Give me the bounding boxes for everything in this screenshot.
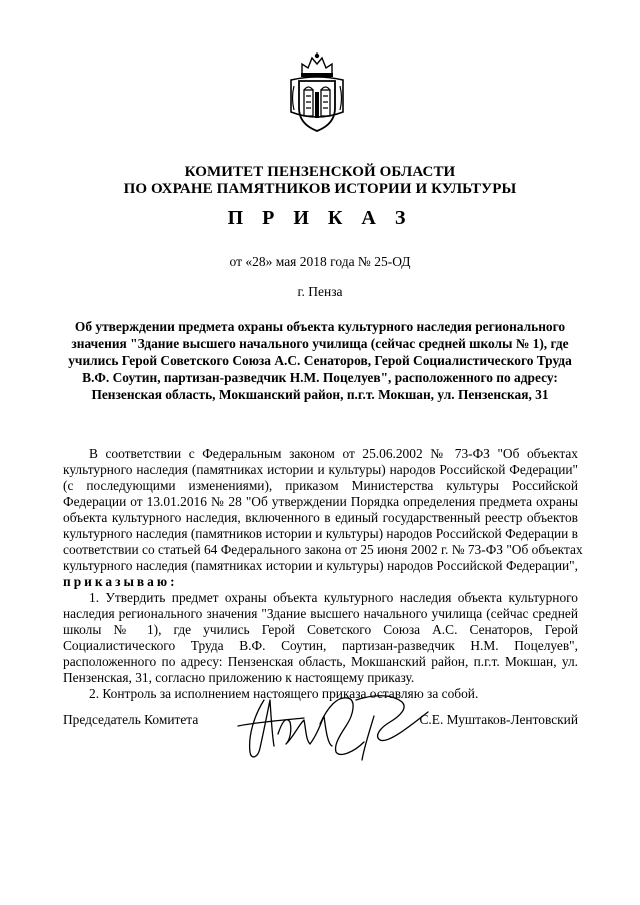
- order-subject: [64, 318, 576, 403]
- signer-name: С.Е. Муштаков-Лентовский: [419, 712, 578, 727]
- subject-line: учились Герой Советского Союза А.С. Сенаторов, Герой Социалистического Труда: [68, 353, 572, 368]
- handwritten-signature-icon: [224, 686, 444, 766]
- item1-line: Пензенская, 31, согласно приложению к настоящему приказу.: [63, 670, 415, 685]
- order-word: приказываю:: [63, 574, 178, 589]
- document-title: П Р И К А З: [227, 207, 413, 229]
- item2-line: 2. Контроль за исполнением настоящего приказа оставляю за собой.: [89, 686, 479, 701]
- organization-name-line1: КОМИТЕТ ПЕНЗЕНСКОЙ ОБЛАСТИ: [184, 164, 456, 180]
- item1-line: расположенного по адресу: Пензенская область, Мокшанский район, п.г.т. Мокшан, ул.: [63, 654, 578, 669]
- subject-line: Пензенская область, Мокшанский район, п.г.т. Мокшан, ул. Пензенская, 31: [91, 387, 549, 402]
- preamble-line: культурного наследия (памятниках истории и культуры) народов Российской Федерации": [63, 462, 578, 477]
- document-date: от «28» мая 2018 года № 25-ОД: [229, 254, 411, 269]
- organization-name-line2: ПО ОХРАНЕ ПАМЯТНИКОВ ИСТОРИИ И КУЛЬТУРЫ: [123, 181, 517, 197]
- coat-of-arms-icon: [288, 52, 346, 134]
- signer-position: Председатель Комитета: [63, 712, 199, 727]
- preamble-line: В соответствии с Федеральным законом от 25.06.2002 № 73-ФЗ "Об объектах: [89, 446, 578, 461]
- item1-line: 1. Утвердить предмет охраны объекта культурного наследия объекта культурного: [89, 590, 578, 605]
- subject-line: значения "Здание высшего начального училища (сейчас средней школы № 1), где: [71, 336, 569, 351]
- item1-line: Социалистического Труда В.Ф. Соутин, партизан-разведчик Н.М. Поцелуев",: [63, 638, 578, 653]
- preamble-line: соответствии со статьей 64 Федерального закона от 25 июня 2002 г. № 73-ФЗ "Об объектах: [63, 542, 583, 557]
- order-body: [63, 446, 583, 702]
- preamble-line: Федерации от 13.01.2016 № 28 "Об утверждении Порядка определения предмета охраны: [63, 494, 578, 509]
- item1-line: школы № 1), где учились Герой Советского Союза А.С. Сенаторов, Герой: [63, 622, 578, 637]
- item1-line: наследия регионального значения "Здание высшего начального училища (сейчас средней: [63, 606, 578, 621]
- preamble-line: культурного наследия (памятниках истории и культуры) народов Российской Федерации",: [63, 558, 578, 573]
- subject-line: В.Ф. Соутин, партизан-разведчик Н.М. Поцелуев", расположенного по адресу:: [82, 370, 558, 385]
- subject-line: Об утверждении предмета охраны объекта культурного наследия регионального: [74, 319, 566, 334]
- preamble-line: культурного наследия (памятников истории и культуры) народов Российской Федерации в: [63, 526, 578, 541]
- preamble-line: (с последующими изменениями), приказом Министерства культуры Российской: [63, 478, 578, 493]
- document-city: г. Пенза: [297, 284, 343, 299]
- preamble-line: объекта культурного наследия, включенного в единый государственный реестр объектов: [63, 510, 578, 525]
